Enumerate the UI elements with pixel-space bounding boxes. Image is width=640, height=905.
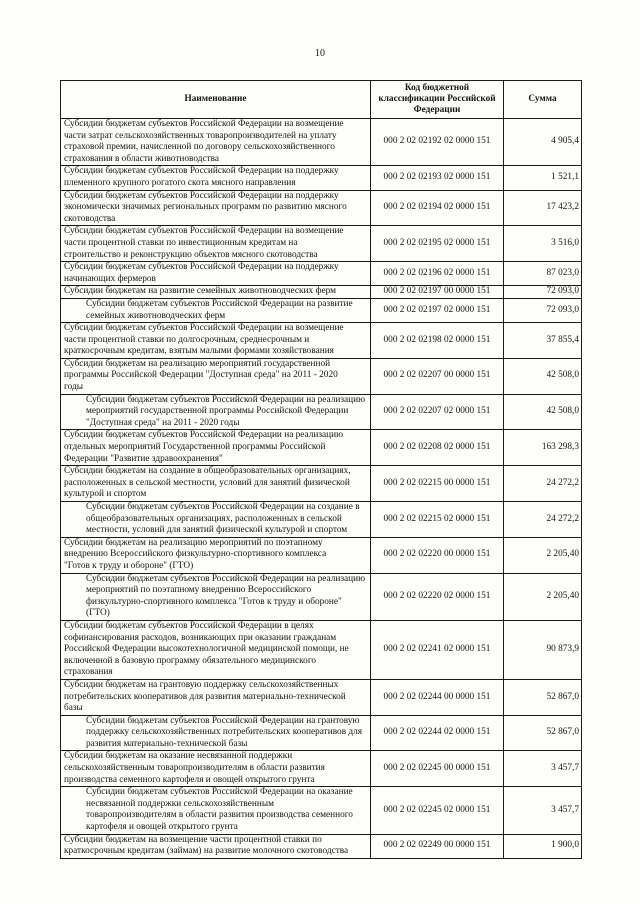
row-name-line: части затрат сельскохозяйственных товаропроизводителей на уплату (64, 130, 337, 141)
row-name-cell (61, 430, 371, 466)
row-name-line: Субсидии бюджетам на развитие семейных животноводческих ферм (64, 286, 337, 297)
row-name-line: Субсидии бюджетам субъектов Российской Федерации в целях (64, 620, 314, 631)
row-name-line: Субсидии бюджетам на возмещение части процентной ставки по (64, 834, 322, 845)
table-row (61, 715, 582, 751)
header-name (61, 81, 371, 119)
row-sum-cell: 163 298,3 (504, 430, 582, 466)
row-sum-cell: 3 457,7 (504, 751, 582, 787)
row-sum-cell: 17 423,2 (504, 190, 582, 226)
row-code-cell: 000 2 02 02207 02 0000 151 (371, 394, 504, 430)
table-row (61, 679, 582, 715)
row-name-line: части процентной ставки по инвестиционным кредитам на (64, 237, 298, 248)
row-sum-cell: 3 457,7 (504, 787, 582, 834)
row-sum-cell: 24 272,2 (504, 502, 582, 538)
row-code-cell: 000 2 02 02208 02 0000 151 (371, 430, 504, 466)
row-code-cell: 000 2 02 02192 02 0000 151 (371, 119, 504, 166)
row-name-line: Субсидии бюджетам субъектов Российской Федерации на поддержку (64, 262, 339, 273)
row-name-line: Субсидии бюджетам субъектов Российской Федерации на поддержку (64, 166, 339, 177)
row-name-line: Субсидии бюджетам субъектов Российской Федерации на реализацию (86, 573, 366, 584)
row-code-cell: 000 2 02 02197 00 0000 151 (371, 286, 504, 299)
row-name-cell (61, 679, 371, 715)
table-row (61, 226, 582, 262)
row-name-line: краткосрочным кредитам, взятым малыми формами хозяйствования (64, 346, 334, 357)
row-name-line: Субсидии бюджетам субъектов Российской Федерации на возмещение (64, 323, 344, 334)
header-sum-label: Сумма (528, 93, 557, 104)
row-name-cell (61, 323, 371, 359)
row-name-cell (61, 358, 371, 394)
row-name-cell (61, 715, 371, 751)
row-code-cell: 000 2 02 02195 02 0000 151 (371, 226, 504, 262)
row-name-cell (61, 751, 371, 787)
row-code-cell: 000 2 02 02249 00 0000 151 (371, 834, 504, 858)
row-code-cell: 000 2 02 02215 00 0000 151 (371, 466, 504, 502)
row-name-cell (61, 286, 371, 299)
row-sum-cell: 2 205,40 (504, 537, 582, 573)
row-code-cell: 000 2 02 02194 02 0000 151 (371, 190, 504, 226)
row-name-cell (61, 620, 371, 679)
table-row (61, 537, 582, 573)
row-name-line: Субсидии бюджетам субъектов Российской Федерации на оказание (86, 787, 353, 798)
row-name-line: культурой и спортом (64, 489, 147, 500)
row-name-line: физкультурно-спортивного комплекса "Готов к труду и обороне" (86, 596, 342, 607)
row-code-cell: 000 2 02 02244 02 0000 151 (371, 715, 504, 751)
header-code (371, 81, 504, 119)
row-name-line: Субсидии бюджетам субъектов Российской Федерации на развитие (86, 298, 353, 309)
row-code-cell: 000 2 02 02207 00 0000 151 (371, 358, 504, 394)
table-row (61, 323, 582, 359)
row-name-line: племенного крупного рогатого скота мясного направления (64, 177, 296, 188)
row-name-line: Субсидии бюджетам на реализацию мероприятий государственной (64, 358, 331, 369)
row-code-cell: 000 2 02 02245 00 0000 151 (371, 751, 504, 787)
header-code-line: Код бюджетной (404, 82, 470, 93)
row-sum-cell: 3 516,0 (504, 226, 582, 262)
row-name-line: годы (64, 382, 83, 393)
row-name-line: базы (64, 703, 83, 714)
row-code-cell: 000 2 02 02215 02 0000 151 (371, 502, 504, 538)
row-name-line: начинающих фермеров (64, 273, 156, 284)
row-name-line: производства семенного картофеля и овощей открытого грунта (64, 774, 315, 785)
row-name-cell (61, 834, 371, 858)
row-name-line: страховой премии, начисленной по договору сельскохозяйственного (64, 142, 335, 153)
table-body (61, 119, 582, 859)
row-name-cell (61, 787, 371, 834)
row-sum-cell: 72 093,0 (504, 286, 582, 299)
table-row (61, 166, 582, 190)
row-name-line: потребительских кооперативов для развития материально-технической (64, 691, 346, 702)
row-name-line: Субсидии бюджетам субъектов Российской Федерации на возмещение (64, 119, 344, 129)
row-code-cell: 000 2 02 02196 02 0000 151 (371, 262, 504, 286)
row-name-line: семейных животноводческих ферм (86, 310, 226, 321)
row-name-cell (61, 466, 371, 502)
row-name-cell (61, 537, 371, 573)
table-row (61, 751, 582, 787)
row-name-line: "Доступная среда" на 2011 - 2020 годы (86, 417, 240, 428)
row-code-cell: 000 2 02 02197 02 0000 151 (371, 298, 504, 322)
table-row (61, 298, 582, 322)
row-name-cell (61, 298, 371, 322)
row-name-line: скотоводства (64, 213, 116, 224)
table-row (61, 502, 582, 538)
row-name-line: Субсидии бюджетам субъектов Российской Федерации на реализацию (64, 430, 344, 441)
row-sum-cell: 4 905,4 (504, 119, 582, 166)
row-name-line: Федерации "Развитие здравоохранения" (64, 453, 223, 464)
row-name-line: Субсидии бюджетам субъектов Российской Федерации на создание в (86, 502, 360, 512)
row-name-cell (61, 226, 371, 262)
row-name-line: Субсидии бюджетам на оказание несвязанной поддержки (64, 751, 293, 762)
row-name-line: программы Российской Федерации "Доступная среда" на 2011 - 2020 (64, 370, 338, 381)
row-name-line: строительство и реконструкцию объектов мясного скотоводства (64, 249, 318, 260)
row-name-line: Российской Федерации высокотехнологичной медицинской помощи, не (64, 644, 349, 655)
row-name-line: картофеля и овощей открытого грунта (86, 822, 238, 833)
row-name-cell (61, 119, 371, 166)
row-sum-cell: 1 521,1 (504, 166, 582, 190)
row-name-line: общеобразовательных организациях, расположенных в сельской (86, 513, 342, 524)
row-name-line: Субсидии бюджетам субъектов Российской Федерации на поддержку (64, 190, 339, 201)
row-name-line: товаропроизводителям в области развития производства семенного (86, 810, 353, 821)
row-name-line: Субсидии бюджетам субъектов Российской Федерации на реализацию (86, 394, 366, 405)
row-sum-cell: 72 093,0 (504, 298, 582, 322)
row-sum-cell: 87 023,0 (504, 262, 582, 286)
row-sum-cell: 52 867,0 (504, 679, 582, 715)
table-row (61, 119, 582, 166)
row-code-cell: 000 2 02 02241 02 0000 151 (371, 620, 504, 679)
row-name-line: развития материально-технической базы (86, 738, 248, 749)
row-name-line: части процентной ставки по долгосрочным, среднесрочным и (64, 334, 310, 345)
row-name-line: экономически значимых региональных программ по развитию мясного (64, 202, 347, 213)
row-sum-cell: 24 272,2 (504, 466, 582, 502)
table-row (61, 787, 582, 834)
table-row (61, 394, 582, 430)
table-row (61, 834, 582, 858)
row-name-line: местности, условий для занятий физической культурой и спортом (86, 525, 348, 536)
row-name-line: софинансирования расходов, возникающих при оказании гражданам (64, 632, 337, 643)
table-row (61, 430, 582, 466)
row-name-line: "Готов к труду и обороне" (ГТО) (64, 560, 194, 571)
row-name-line: отдельных мероприятий Государственной программы Российской (64, 442, 326, 453)
header-code-line: классификации Российской (378, 93, 496, 104)
row-name-line: краткосрочным кредитам (займам) на развитие молочного скотоводства (64, 846, 349, 857)
row-name-line: (ГТО) (86, 608, 110, 619)
row-name-cell (61, 190, 371, 226)
table-row (61, 358, 582, 394)
row-code-cell: 000 2 02 02220 02 0000 151 (371, 573, 504, 620)
page-number: 10 (315, 48, 325, 59)
row-sum-cell: 42 508,0 (504, 358, 582, 394)
table-row (61, 286, 582, 299)
row-name-line: расположенных в сельской местности, условий для занятий физической (64, 477, 350, 488)
header-sum (504, 81, 582, 119)
budget-table (60, 80, 582, 859)
row-name-line: сельскохозяйственным товаропроизводителям в области развития (64, 763, 325, 774)
table-row (61, 190, 582, 226)
row-name-line: мероприятий государственной программы Российской Федерации (86, 406, 349, 417)
table-row (61, 466, 582, 502)
row-code-cell: 000 2 02 02193 02 0000 151 (371, 166, 504, 190)
row-name-line: Субсидии бюджетам на создание в общеобразовательных организациях, (64, 466, 351, 477)
row-sum-cell: 37 855,4 (504, 323, 582, 359)
row-name-line: включенной в базовую программу обязательного медицинского (64, 655, 317, 666)
row-sum-cell: 90 873,9 (504, 620, 582, 679)
row-name-cell (61, 502, 371, 538)
row-sum-cell: 42 508,0 (504, 394, 582, 430)
row-name-line: внедрению Всероссийского физкультурно-спортивного комплекса (64, 549, 327, 560)
row-code-cell: 000 2 02 02245 02 0000 151 (371, 787, 504, 834)
row-name-line: страхования в области животноводства (64, 153, 220, 164)
table-row (61, 620, 582, 679)
row-sum-cell: 1 900,0 (504, 834, 582, 858)
table-row (61, 262, 582, 286)
row-name-cell (61, 573, 371, 620)
table-row (61, 573, 582, 620)
row-name-line: Субсидии бюджетам субъектов Российской Федерации на возмещение (64, 226, 344, 237)
header-code-line: Федерации (413, 105, 461, 116)
row-code-cell: 000 2 02 02220 00 0000 151 (371, 537, 504, 573)
row-name-cell (61, 394, 371, 430)
row-sum-cell: 52 867,0 (504, 715, 582, 751)
row-code-cell: 000 2 02 02198 02 0000 151 (371, 323, 504, 359)
header-name-label: Наименование (184, 93, 247, 104)
row-name-line: Субсидии бюджетам на реализацию мероприятий по поэтапному (64, 537, 323, 548)
table-header-row (61, 81, 582, 119)
row-name-cell (61, 166, 371, 190)
row-name-line: поддержку сельскохозяйственных потребительских кооперативов для (86, 727, 363, 738)
row-name-line: страхования (64, 667, 113, 678)
row-name-line: мероприятий по поэтапному внедрению Всероссийского (86, 585, 312, 596)
row-name-cell (61, 262, 371, 286)
row-name-line: несвязанной поддержки сельскохозяйственным (86, 798, 274, 809)
row-code-cell: 000 2 02 02244 00 0000 151 (371, 679, 504, 715)
row-name-line: Субсидии бюджетам на грантовую поддержку сельскохозяйственных (64, 679, 339, 690)
row-name-line: Субсидии бюджетам субъектов Российской Федерации на грантовую (86, 715, 360, 726)
row-sum-cell: 2 205,40 (504, 573, 582, 620)
